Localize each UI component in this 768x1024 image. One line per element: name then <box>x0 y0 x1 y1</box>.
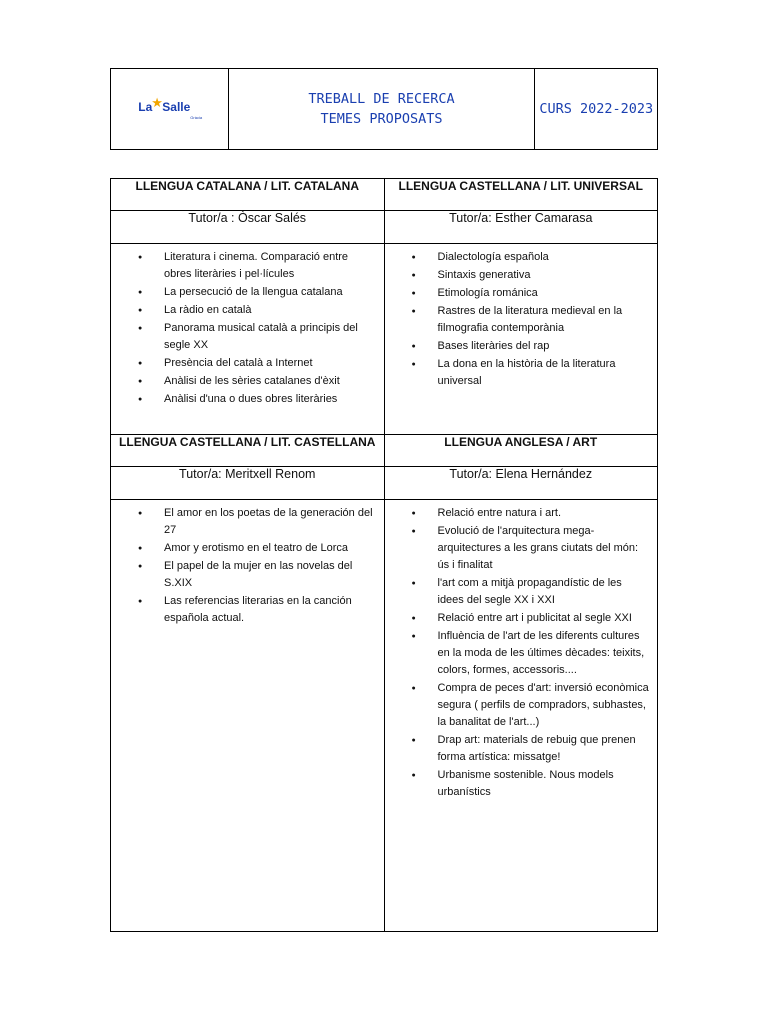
list-item: ● Literatura i cinema. Comparació entre obres literàries i pel·lícules <box>137 249 378 283</box>
list-item: ● Presència del català a Internet <box>137 355 378 372</box>
list-item: ● Las referencias literarias en la canción española actual. <box>137 593 378 627</box>
list-item: ● La dona en la història de la literatura universal <box>411 356 652 390</box>
list-item: ● La persecució de la llengua catalana <box>137 284 378 301</box>
list-item: ● l'art com a mitjà propagandístic de les idees del segle XX i XXI <box>411 575 652 609</box>
topics-cell-castellana <box>111 500 385 932</box>
subject-header-castellana: LLENGUA CASTELLANA / LIT. CASTELLANA <box>111 435 385 467</box>
topics-cell-catalana <box>111 244 385 435</box>
list-item: ● Urbanisme sostenible. Nous models urbanístics <box>411 767 652 801</box>
topics-table <box>110 178 658 932</box>
la-salle-logo: La ★ Salle Gràcia <box>138 95 203 120</box>
subject-header-catalana: LLENGUA CATALANA / LIT. CATALANA <box>111 179 385 211</box>
list-item: ● Amor y erotismo en el teatro de Lorca <box>137 540 378 557</box>
curs-cell <box>535 69 657 149</box>
star-icon: ★ <box>151 95 163 110</box>
subject-header-universal: LLENGUA CASTELLANA / LIT. UNIVERSAL <box>384 179 658 211</box>
list-item: ● El amor en los poetas de la generación del 27 <box>137 505 378 539</box>
list-item: ● Panorama musical català a principis del segle XX <box>137 320 378 354</box>
tutor-universal: Tutor/a: Esther Camarasa <box>384 211 658 244</box>
list-item: ● La ràdio en català <box>137 302 378 319</box>
document-header <box>110 68 658 150</box>
topics-cell-universal <box>384 244 658 435</box>
list-item: ● El papel de la mujer en las novelas del S.XIX <box>137 558 378 592</box>
logo-cell <box>111 69 229 149</box>
topic-list <box>111 500 384 627</box>
list-item: ● Compra de peces d'art: inversió econòmica segura ( perfils de compradors, subhastes, la banalitat de l'art...) <box>411 680 652 731</box>
list-item: ● Dialectología española <box>411 249 652 266</box>
list-item: ● Evolució de l'arquitectura mega-arquitectures a les grans ciutats del món: ús i finalitat <box>411 523 652 574</box>
title-cell <box>229 69 536 149</box>
list-item: ● Rastres de la literatura medieval en la filmografia contemporània <box>411 303 652 337</box>
topic-list <box>385 500 658 801</box>
tutor-anglesa-art: Tutor/a: Elena Hernández <box>384 467 658 500</box>
document-title-line2: TEMES PROPOSATS <box>320 111 443 127</box>
topic-list <box>111 244 384 408</box>
document-title-line1: TREBALL DE RECERCA <box>308 91 455 107</box>
list-item: ● Bases literàries del rap <box>411 338 652 355</box>
subject-header-anglesa-art: LLENGUA ANGLESA / ART <box>384 435 658 467</box>
list-item: ● Anàlisi de les sèries catalanes d'èxit <box>137 373 378 390</box>
list-item: ● Etimología románica <box>411 285 652 302</box>
list-item: ● Relació entre natura i art. <box>411 505 652 522</box>
list-item: ● Sintaxis generativa <box>411 267 652 284</box>
list-item: ● Drap art: materials de rebuig que prenen forma artística: missatge! <box>411 732 652 766</box>
list-item: ● Relació entre art i publicitat al segle XXI <box>411 610 652 627</box>
topic-list <box>385 244 658 390</box>
topics-cell-anglesa-art <box>384 500 658 932</box>
list-item: ● Influència de l'art de les diferents cultures en la moda de les últimes dècades: teixits, colors, formes, accessoris.... <box>411 628 652 679</box>
school-year: CURS 2022-2023 <box>539 101 654 117</box>
tutor-castellana: Tutor/a: Meritxell Renom <box>111 467 385 500</box>
tutor-catalana: Tutor/a : Òscar Salés <box>111 211 385 244</box>
list-item: ● Anàlisi d'una o dues obres literàries <box>137 391 378 408</box>
